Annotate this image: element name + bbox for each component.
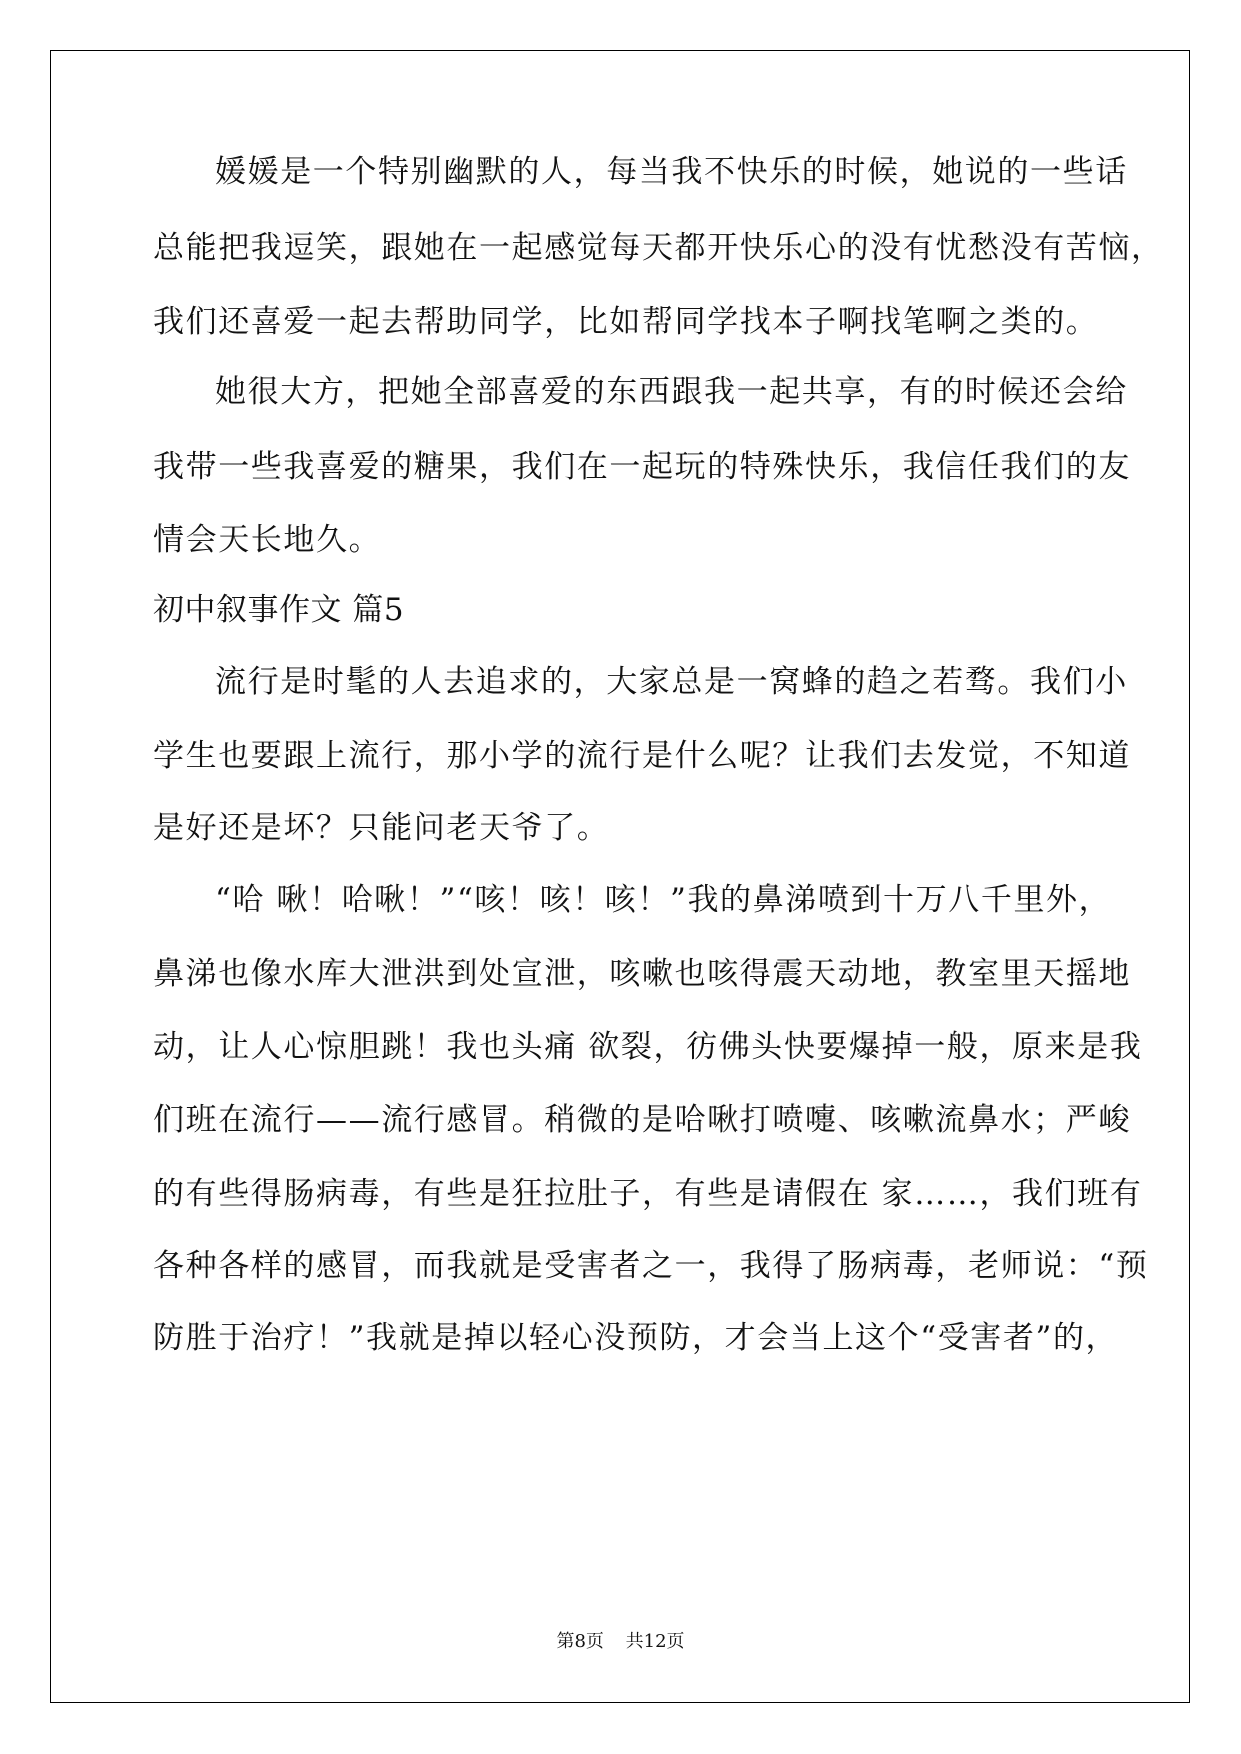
paragraph-1-line-1: 媛媛是一个特别幽默的人，每当我不快乐的时候，她说的一些话 xyxy=(215,154,1128,190)
page-total: 共12页 xyxy=(625,1631,685,1652)
paragraph-1-line-2: 总能把我逗笑，跟她在一起感觉每天都开快乐心的没有忧愁没有苦恼， xyxy=(153,230,1164,266)
paragraph-4-line-1: “哈 啾！哈啾！”“咳！咳！咳！”我的鼻涕喷到十万八千里外， xyxy=(215,882,1112,918)
page-border xyxy=(50,50,1190,1703)
section-heading: 初中叙事作文 篇5 xyxy=(153,592,405,628)
paragraph-4-line-3: 动，让人心惊胆跳！我也头痛 欲裂，彷佛头快要爆掉一般，原来是我 xyxy=(153,1029,1143,1065)
paragraph-3-line-2: 学生也要跟上流行，那小学的流行是什么呢？让我们去发觉，不知道 xyxy=(153,738,1131,774)
paragraph-4-line-2: 鼻涕也像水库大泄洪到处宣泄，咳嗽也咳得震天动地，教室里天摇地 xyxy=(153,956,1131,992)
paragraph-4-line-4: 们班在流行——流行感冒。稍微的是哈啾打喷嚏、咳嗽流鼻水；严峻 xyxy=(153,1102,1131,1138)
page-footer xyxy=(0,1630,1241,1654)
paragraph-1-line-3: 我们还喜爱一起去帮助同学，比如帮同学找本子啊找笔啊之类的。 xyxy=(153,304,1099,340)
paragraph-3-line-1: 流行是时髦的人去追求的，大家总是一窝蜂的趋之若骛。我们小 xyxy=(215,664,1128,700)
paragraph-4-line-5: 的有些得肠病毒，有些是狂拉肚子，有些是请假在 家……，我们班有 xyxy=(153,1176,1143,1212)
paragraph-2-line-1: 她很大方，把她全部喜爱的东西跟我一起共享，有的时候还会给 xyxy=(215,374,1128,410)
paragraph-3-line-3: 是好还是坏？只能问老天爷了。 xyxy=(153,810,610,846)
paragraph-2-line-3: 情会天长地久。 xyxy=(153,522,382,558)
paragraph-4-line-7: 防胜于治疗！”我就是掉以轻心没预防，才会当上这个“受害者”的， xyxy=(153,1320,1119,1356)
page-number: 第8页 xyxy=(556,1631,604,1652)
paragraph-4-line-6: 各种各样的感冒，而我就是受害者之一，我得了肠病毒，老师说：“预 xyxy=(153,1248,1149,1284)
paragraph-2-line-2: 我带一些我喜爱的糖果，我们在一起玩的特殊快乐，我信任我们的友 xyxy=(153,449,1131,485)
